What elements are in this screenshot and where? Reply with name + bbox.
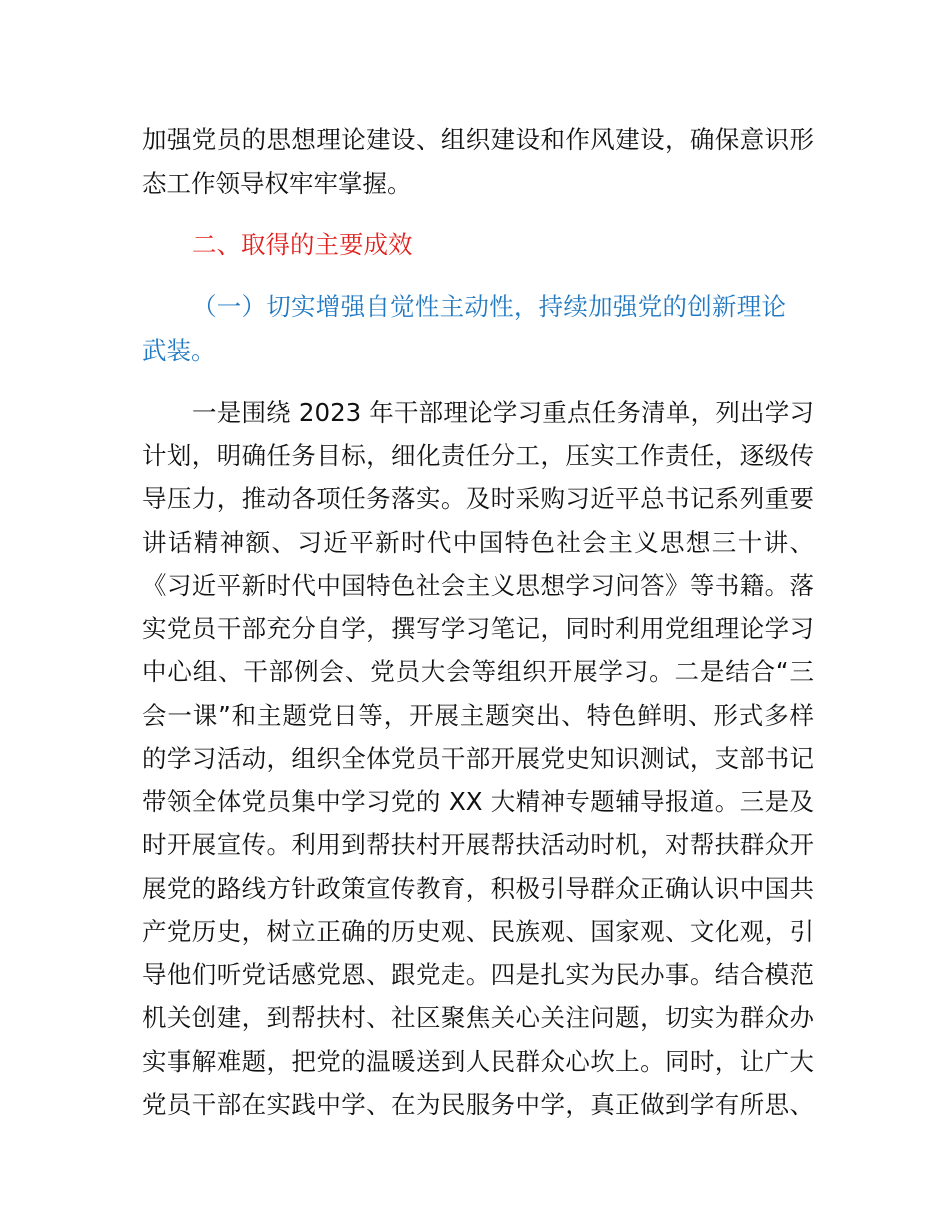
body-line: 计划，明确任务目标，细化责任分工，压实工作责任，逐级传	[142, 441, 814, 470]
body-line: 机关创建，到帮扶村、社区聚焦关心关注问题，切实为群众办	[142, 1003, 814, 1032]
body-line: 一是围绕 2023 年干部理论学习重点任务清单，列出学习	[192, 398, 814, 427]
body-line: 实党员干部充分自学，撰写学习笔记，同时利用党组理论学习	[142, 614, 814, 643]
intro-line: 加强党员的思想理论建设、组织建设和作风建设，确保意识形	[142, 125, 814, 154]
body-line: 导他们听党话感党恩、跟党走。四是扎实为民办事。结合模范	[142, 960, 814, 989]
intro-line: 态工作领导权牢牢掌握。	[142, 169, 412, 198]
body-line: 带领全体党员集中学习党的 XX 大精神专题辅导报道。三是及	[142, 787, 814, 816]
body-line: 讲话精神额、习近平新时代中国特色社会主义思想三十讲、	[142, 528, 814, 557]
body-line: 实事解难题，把党的温暖送到人民群众心坎上。同时，让广大	[142, 1047, 814, 1076]
body-line: 产党历史，树立正确的历史观、民族观、国家观、文化观，引	[142, 917, 814, 946]
body-line: 会一课”和主题党日等，开展主题突出、特色鲜明、形式多样	[142, 701, 814, 730]
body-line: 的学习活动，组织全体党员干部开展党史知识测试，支部书记	[142, 744, 814, 773]
body-line: 展党的路线方针政策宣传教育，积极引导群众正确认识中国共	[142, 874, 814, 903]
section-heading: 二、取得的主要成效	[192, 230, 413, 259]
body-line: 导压力，推动各项任务落实。及时采购习近平总书记系列重要	[142, 484, 814, 513]
body-line: 中心组、干部例会、党员大会等组织开展学习。二是结合“三	[142, 657, 814, 686]
body-line: 时开展宣传。利用到帮扶村开展帮扶活动时机，对帮扶群众开	[142, 830, 814, 859]
subsection-heading: （一）切实增强自觉性主动性，持续加强党的创新理论	[192, 292, 786, 321]
body-line: 党员干部在实践中学、在为民服务中学，真正做到学有所思、	[142, 1090, 814, 1119]
subsection-heading: 武装。	[142, 336, 216, 365]
body-line: 《习近平新时代中国特色社会主义思想学习问答》等书籍。落	[142, 571, 814, 600]
